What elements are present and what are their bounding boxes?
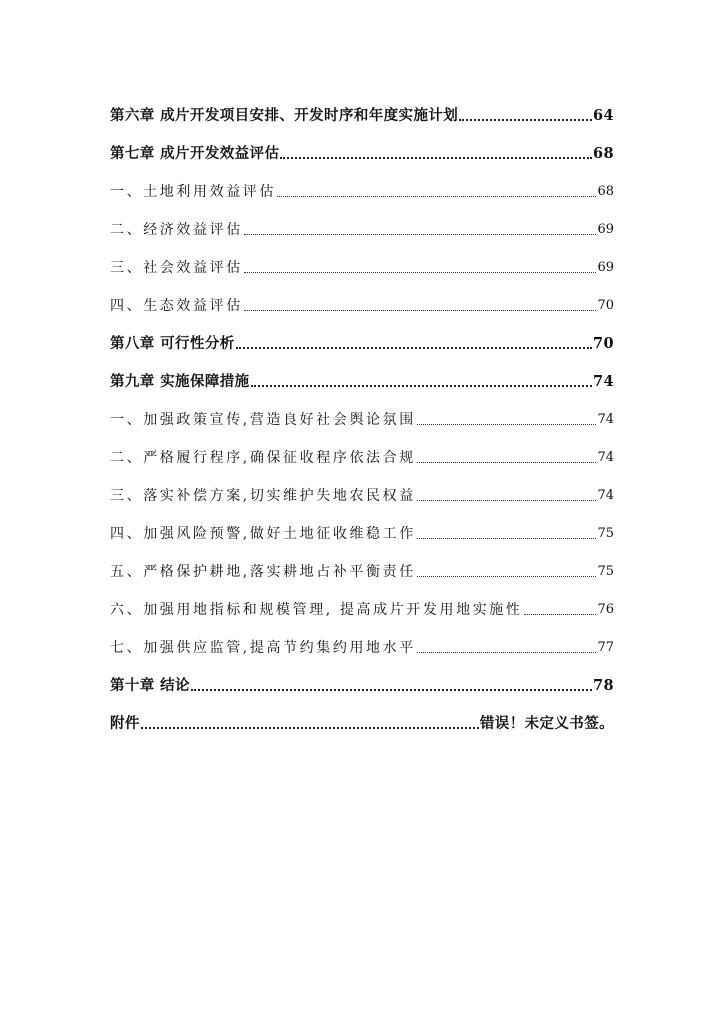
toc-entry-chapter-9[interactable] bbox=[110, 354, 614, 392]
toc-dot-leader bbox=[524, 614, 597, 615]
toc-entry-page: 74 bbox=[593, 373, 614, 390]
toc-entry-page: 78 bbox=[593, 677, 614, 694]
toc-entry-title: 四、生态效益评估 bbox=[110, 298, 243, 314]
toc-entry-title: 七、加强供应监管,提高节约集约用地水平 bbox=[110, 640, 416, 656]
toc-entry-chapter-10[interactable] bbox=[110, 658, 614, 696]
toc-entry-title: 四、加强风险预警,做好土地征收维稳工作 bbox=[110, 526, 416, 542]
toc-entry-page: 68 bbox=[593, 145, 614, 162]
toc-dot-leader bbox=[191, 689, 592, 691]
toc-entry-chapter-8[interactable] bbox=[110, 316, 614, 354]
toc-entry-title: 一、土地利用效益评估 bbox=[110, 184, 276, 200]
toc-dot-leader bbox=[244, 310, 597, 311]
toc-entry-page: 69 bbox=[597, 222, 614, 237]
toc-entry-page: 74 bbox=[597, 412, 614, 427]
toc-entry-title: 第六章 成片开发项目安排、开发时序和年度实施计划 bbox=[110, 107, 459, 124]
toc-entry-title: 第九章 实施保障措施 bbox=[110, 373, 250, 390]
toc-entry-title: 第十章 结论 bbox=[110, 677, 190, 694]
toc-entry-section-9-6[interactable] bbox=[110, 582, 614, 620]
toc-dot-leader bbox=[277, 196, 596, 197]
toc-entry-page: 76 bbox=[597, 602, 614, 617]
toc-entry-title: 六、加强用地指标和规模管理, 提高成片开发用地实施性 bbox=[110, 602, 523, 618]
toc-entry-page: 64 bbox=[593, 107, 614, 124]
toc-entry-title: 附件 bbox=[110, 715, 140, 732]
toc-dot-leader bbox=[459, 119, 592, 121]
toc-entry-page: 68 bbox=[597, 184, 614, 199]
toc-dot-leader bbox=[280, 157, 592, 159]
toc-entry-page: 77 bbox=[597, 640, 614, 655]
toc-entry-appendix[interactable] bbox=[110, 696, 614, 734]
toc-entry-section-9-4[interactable] bbox=[110, 506, 614, 544]
toc-dot-leader bbox=[244, 234, 597, 235]
toc-entry-page: 69 bbox=[597, 260, 614, 275]
toc-entry-title: 三、落实补偿方案,切实维护失地农民权益 bbox=[110, 488, 416, 504]
toc-entry-title: 一、加强政策宣传,营造良好社会舆论氛围 bbox=[110, 412, 416, 428]
toc-entry-section-9-3[interactable] bbox=[110, 468, 614, 506]
toc-entry-page: 75 bbox=[597, 526, 614, 541]
toc-dot-leader bbox=[141, 727, 479, 729]
toc-entry-page: 错误！未定义书签。 bbox=[479, 715, 614, 732]
toc-entry-page: 70 bbox=[597, 298, 614, 313]
toc-dot-leader bbox=[236, 347, 592, 349]
toc-entry-title: 二、经济效益评估 bbox=[110, 222, 243, 238]
toc-dot-leader bbox=[417, 500, 597, 501]
toc-entry-chapter-6[interactable] bbox=[110, 88, 614, 126]
toc-entry-section-7-3[interactable] bbox=[110, 240, 614, 278]
toc-entry-title: 三、社会效益评估 bbox=[110, 260, 243, 276]
toc-entry-section-7-4[interactable] bbox=[110, 278, 614, 316]
toc-entry-section-9-7[interactable] bbox=[110, 620, 614, 658]
toc-dot-leader bbox=[417, 462, 597, 463]
table-of-contents bbox=[110, 88, 614, 734]
toc-entry-section-7-1[interactable] bbox=[110, 164, 614, 202]
toc-dot-leader bbox=[251, 385, 592, 387]
toc-entry-page: 74 bbox=[597, 450, 614, 465]
toc-dot-leader bbox=[244, 272, 597, 273]
toc-entry-page: 74 bbox=[597, 488, 614, 503]
toc-entry-title: 二、严格履行程序,确保征收程序依法合规 bbox=[110, 450, 416, 466]
toc-entry-title: 五、严格保护耕地,落实耕地占补平衡责任 bbox=[110, 564, 416, 580]
toc-entry-chapter-7[interactable] bbox=[110, 126, 614, 164]
toc-entry-section-9-2[interactable] bbox=[110, 430, 614, 468]
toc-entry-page: 70 bbox=[593, 335, 614, 352]
toc-entry-section-7-2[interactable] bbox=[110, 202, 614, 240]
toc-dot-leader bbox=[417, 424, 597, 425]
toc-entry-page: 75 bbox=[597, 564, 614, 579]
toc-dot-leader bbox=[417, 538, 597, 539]
toc-dot-leader bbox=[417, 576, 597, 577]
toc-entry-section-9-5[interactable] bbox=[110, 544, 614, 582]
toc-dot-leader bbox=[417, 652, 597, 653]
toc-entry-title: 第八章 可行性分析 bbox=[110, 335, 235, 352]
toc-entry-section-9-1[interactable] bbox=[110, 392, 614, 430]
toc-entry-title: 第七章 成片开发效益评估 bbox=[110, 145, 280, 162]
